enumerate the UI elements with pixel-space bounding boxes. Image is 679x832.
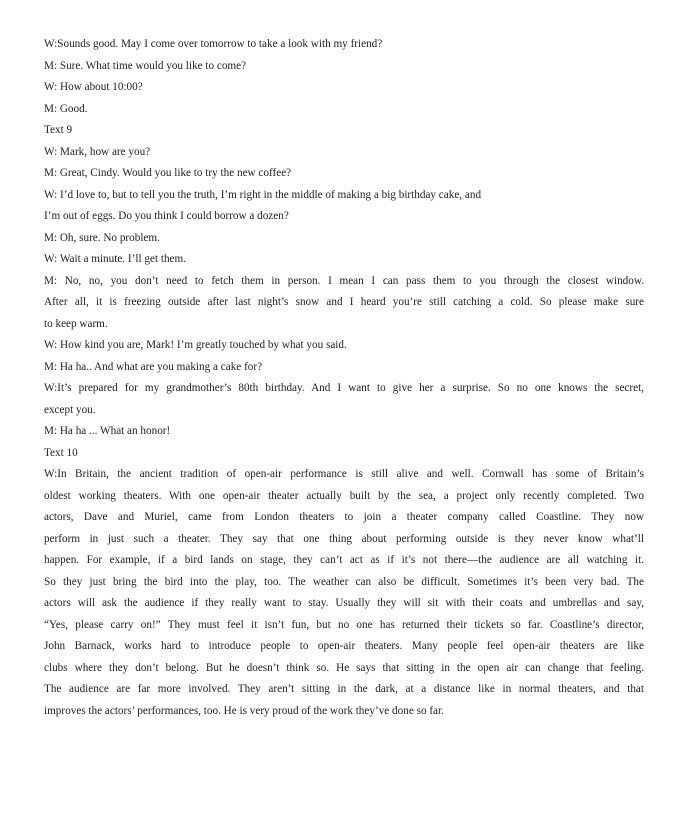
transcript-line: actors, Dave and Muriel, came from London theaters to join a theater company called Coastline. They now <box>44 511 644 523</box>
transcript-line: I’m out of eggs. Do you think I could borrow a dozen? <box>44 210 289 222</box>
section-heading: Text 10 <box>44 446 78 459</box>
transcript-line: W:Sounds good. May I come over tomorrow to take a look with my friend? <box>44 38 383 50</box>
transcript-line: W: Mark, how are you? <box>44 145 151 158</box>
transcript-line: clubs where they don’t belong. But he doesn’t think so. He says that sitting in the open air can change that feeling. <box>44 661 644 674</box>
transcript-line: W: How kind you are, Mark! I’m greatly touched by what you said. <box>44 339 347 351</box>
transcript-line: actors will ask the audience if they really want to stay. Usually they will sit with their coats and umbrellas and say, <box>44 597 644 609</box>
transcript-line: The audience are far more involved. They aren’t sitting in the dark, at a distance like in normal theaters, and that <box>44 683 644 695</box>
transcript-line: M: Sure. What time would you like to come? <box>44 59 247 72</box>
transcript-line: W:In Britain, the ancient tradition of open-air performance is still alive and well. Cornwall has some of Britain’s <box>44 468 644 480</box>
transcript-line: M: No, no, you don’t need to fetch them in person. I mean I can pass them to you through the closest window. <box>44 274 644 287</box>
transcript-line: M: Good. <box>44 102 88 115</box>
transcript-line: oldest working theaters. With one open-air theater actually built by the sea, a project only recently completed. Two <box>44 489 644 502</box>
transcript-line: W: How about 10:00? <box>44 81 143 93</box>
transcript-line: M: Ha ha ... What an honor! <box>44 425 171 437</box>
transcript-line: to keep warm. <box>44 317 108 330</box>
transcript-page <box>44 34 644 722</box>
transcript-line: W: Wait a minute. I’ll get them. <box>44 253 187 265</box>
transcript-line: So they just bring the bird into the play, too. The weather can also be difficult. Sometimes it’s been very bad. The <box>44 575 644 588</box>
transcript-line: except you. <box>44 403 96 416</box>
transcript-line: perform in just such a theater. They say that one thing about performing outside is they never know what’ll <box>44 532 644 545</box>
transcript-line: M: Great, Cindy. Would you like to try the new coffee? <box>44 167 292 179</box>
transcript-line: “Yes, please carry on!” They must feel it isn’t fun, but no one has returned their tickets so far. Coastline’s director, <box>44 618 644 631</box>
transcript-line: M: Ha ha.. And what are you making a cake for? <box>44 360 263 373</box>
transcript-line: After all, it is freezing outside after last night’s snow and I heard you’re still catching a cold. So please make sure <box>44 296 644 308</box>
transcript-line: M: Oh, sure. No problem. <box>44 231 160 244</box>
section-heading: Text 9 <box>44 124 73 136</box>
transcript-line: happen. For example, if a bird lands on stage, they can’t act as if it’s not there—the audience are all watching it. <box>44 554 644 566</box>
transcript-line: W:It’s prepared for my grandmother’s 80th birthday. And I want to give her a surprise. So no one knows the secret, <box>44 382 644 394</box>
transcript-line: John Barnack, works hard to introduce people to open-air theaters. Many people feel open-air theaters are like <box>44 640 644 652</box>
transcript-line: improves the actors’ performances, too. He is very proud of the work they’ve done so far. <box>44 704 444 717</box>
transcript-line: W: I’d love to, but to tell you the truth, I’m right in the middle of making a big birthday cake, and <box>44 188 482 201</box>
